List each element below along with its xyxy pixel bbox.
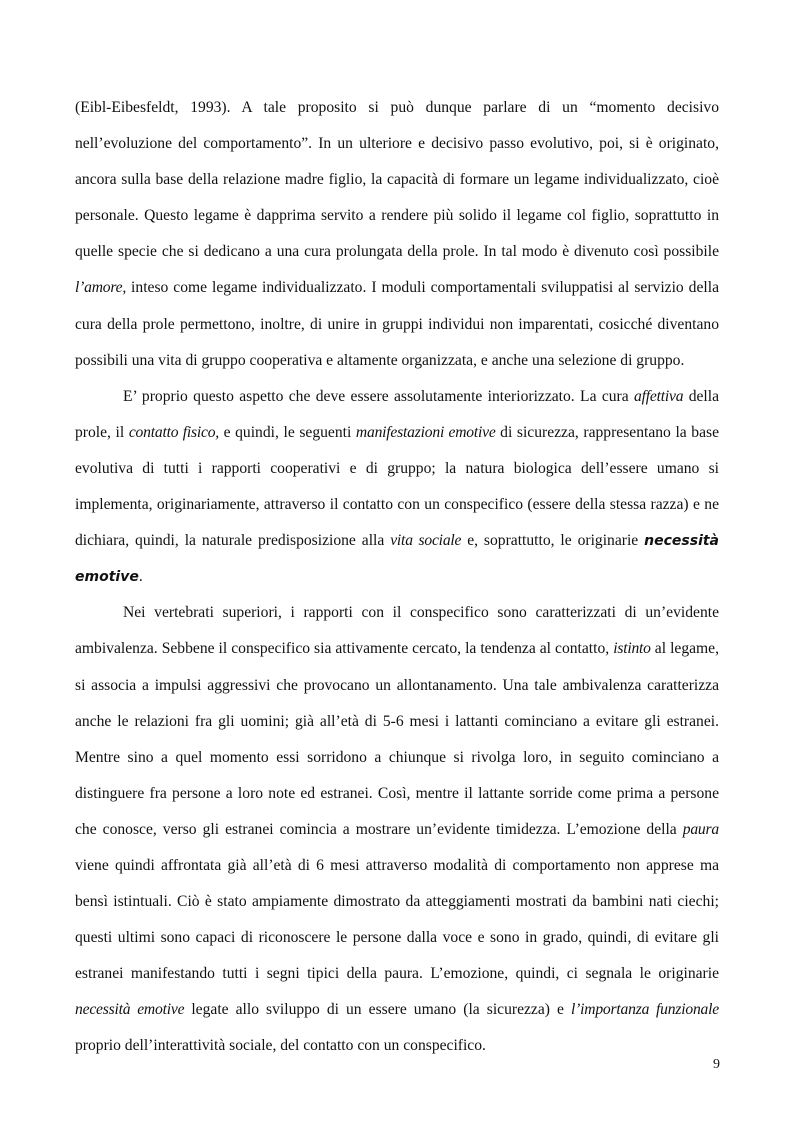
text-run: e, soprattutto, le originarie — [461, 532, 645, 550]
text-run: (Eibl-Eibesfeldt, 1993). A tale proposito si può dunque parlare di un “momento decisivo nell’evoluzione del comportamento”. In un ulteriore e decisivo passo evolutivo, poi, si è originato, ancora sulla base della relazione madre figlio, la capacità di formare un legame individualizzato, cioè personale. Questo legame è dapprima servito a rendere più solido il legame col figlio, soprattutto in quelle specie che si dedicano a una cura prolungata della prole. In tal modo è divenuto così possibile — [75, 99, 719, 261]
paragraph-3 — [75, 595, 719, 1064]
italic-phrase: manifestazioni emotive — [355, 423, 496, 441]
text-run: proprio dell’interattività sociale, del contatto con un conspecifico. — [75, 1037, 486, 1055]
italic-phrase: paura — [682, 820, 719, 838]
text-run: legate allo sviluppo di un essere umano (la sicurezza) e — [184, 1001, 571, 1019]
text-run: al legame, si associa a impulsi aggressivi che provocano un allontanamento. Una tale ambivalenza caratterizza anche le relazioni fra gli uomini; già all’età di 5-6 mesi i lattanti cominciano a evitare gli estranei. Mentre sino a quel momento essi sorridono a chiunque si rivolga loro, in seguito cominciano a distinguere fra persone a loro note ed estranei. Così, mentre il lattante sorride come prima a persone che conosce, verso gli estranei comincia a mostrare un’evidente timidezza. L’emozione della — [75, 640, 719, 838]
text-run: inteso come legame individualizzato. I moduli comportamentali sviluppatisi al servizio della cura della prole permettono, inoltre, di unire in gruppi individui non imparentati, cosicché diventano possibili una vita di gruppo cooperativa e altamente organizzata, e anche una selezione di gruppo. — [75, 279, 719, 369]
italic-phrase: vita sociale — [390, 532, 462, 550]
text-run: viene quindi affrontata già all’età di 6 mesi attraverso modalità di comportamento non apprese ma bensì istintuali. Ciò è stato ampiamente dimostrato da atteggiamenti mostrati da bambini nati ciechi; questi ultimi sono capaci di riconoscere le persone dalla voce e sono in grado, quindi, di evitare gli estranei manifestando tutti i segni tipici della paura. L’emozione, quindi, ci segnala le originarie — [75, 856, 719, 983]
text-run: Nei vertebrati superiori, i rapporti con il conspecifico sono caratterizzati di un’evidente ambivalenza. Sebbene il conspecifico sia attivamente cercato, la tendenza al contatto, — [75, 604, 719, 658]
italic-phrase: l’importanza funzionale — [571, 1001, 719, 1019]
text-run: . — [138, 568, 143, 586]
body-text — [75, 90, 719, 1065]
text-run: di sicurezza, rappresentano la base evolutiva di tutti i rapporti cooperativi e di gruppo; la natura biologica dell’essere umano si implementa, originariamente, attraverso il contatto con un conspecifico (essere della stessa razza) e ne dichiara, quindi, la naturale predisposizione alla — [75, 423, 720, 550]
italic-phrase: affettiva — [634, 387, 684, 405]
text-run: della prole, il — [75, 387, 719, 441]
italic-phrase: necessità emotive — [75, 1001, 185, 1019]
page-number: 9 — [713, 1057, 720, 1072]
paragraph-1 — [75, 90, 719, 379]
text-run: E’ proprio questo aspetto che deve essere assolutamente interiorizzato. La cura — [123, 387, 635, 405]
italic-phrase: contatto fisico, — [128, 423, 220, 441]
italic-phrase: istinto — [613, 640, 651, 658]
text-run: e quindi, le seguenti — [219, 423, 356, 441]
paragraph-2 — [75, 379, 719, 596]
italic-phrase: l’amore, — [75, 279, 127, 297]
bold-italic-phrase: necessità emotive — [75, 533, 720, 586]
